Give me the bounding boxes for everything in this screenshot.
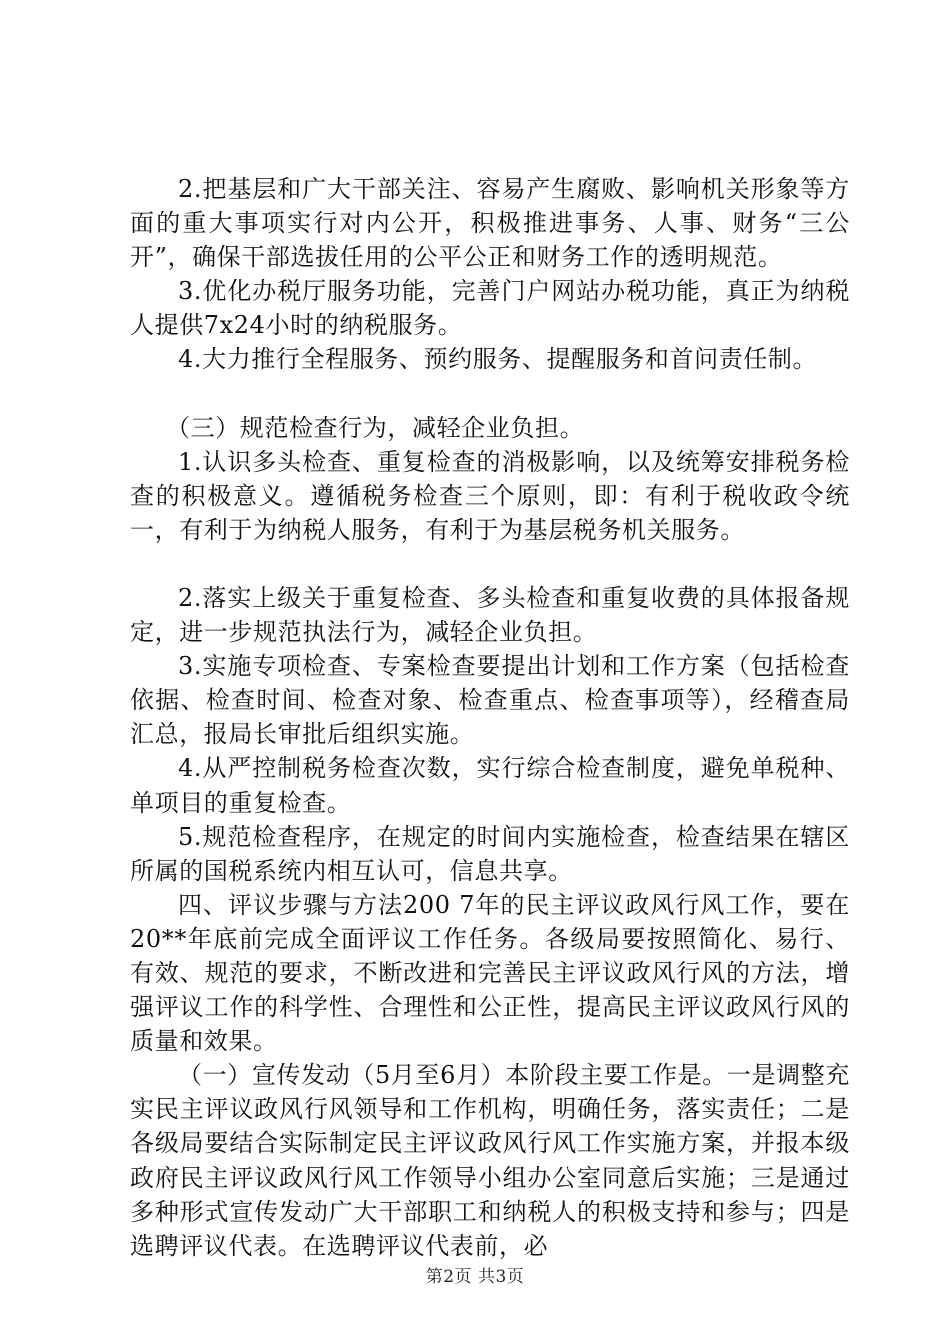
check-item-2: 2.落实上级关于重复检查、多头检查和重复收费的具体报备规定，进一步规范执法行为，减轻企业负担。 — [130, 583, 850, 647]
check-item-1: 1.认识多头检查、重复检查的消极影响，以及统筹安排税务检查的积极意义。遵循税务检查三个原则，即：有利于税收政令统一，有利于为纳税人服务，有利于为基层税务机关服务。 — [130, 447, 850, 544]
document-body — [130, 172, 850, 1263]
check-item-3: 3.实施专项检查、专案检查要提出计划和工作方案（包括检查依据、检查时间、检查对象、检查重点、检查事项等），经稽查局汇总，报局长审批后组织实施。 — [130, 652, 850, 749]
paragraph-item-3: 3.优化办税厅服务功能，完善门户网站办税功能，真正为纳税人提供7x24小时的纳税服务。 — [130, 277, 850, 340]
section-heading-3: （三）规范检查行为，减轻企业负担。 — [166, 413, 585, 442]
check-item-4: 4.从严控制税务检查次数，实行综合检查制度，避免单税种、单项目的重复检查。 — [130, 754, 850, 817]
step-1-paragraph: （一）宣传发动（5月至6月）本阶段主要工作是。一是调整充实民主评议政风行风领导和工作机构，明确任务，落实责任；二是各级局要结合实际制定民主评议政风行风工作实施方案，并报本级政府民主评议政风行风工作领导小组办公室同意后实施；三是通过多种形式宣传发动广大干部职工和纳税人的积极支持和参与；四是选聘评议代表。在选聘评议代表前，必 — [130, 1061, 850, 1260]
paragraph-item-2: 2.把基层和广大干部关注、容易产生腐败、影响机关形象等方面的重大事项实行对内公开，积极推进事务、人事、财务“三公开”，确保干部选拔任用的公平公正和财务工作的透明规范。 — [130, 175, 850, 272]
check-item-5: 5.规范检查程序，在规定的时间内实施检查，检查结果在辖区所属的国税系统内相互认可，信息共享。 — [130, 822, 850, 885]
section-4-paragraph: 四、评议步骤与方法200 7年的民主评议政风行风工作，要在20**年底前完成全面评议工作任务。各级局要按照简化、易行、有效、规范的要求，不断改进和完善民主评议政风行风的方法，增强评议工作的科学性、合理性和公正性，提高民主评议政风行风的质量和效果。 — [130, 890, 850, 1056]
paragraph-item-4: 4.大力推行全程服务、预约服务、提醒服务和首问责任制。 — [178, 345, 818, 374]
page-footer: 第2页 共3页 — [425, 1267, 525, 1287]
